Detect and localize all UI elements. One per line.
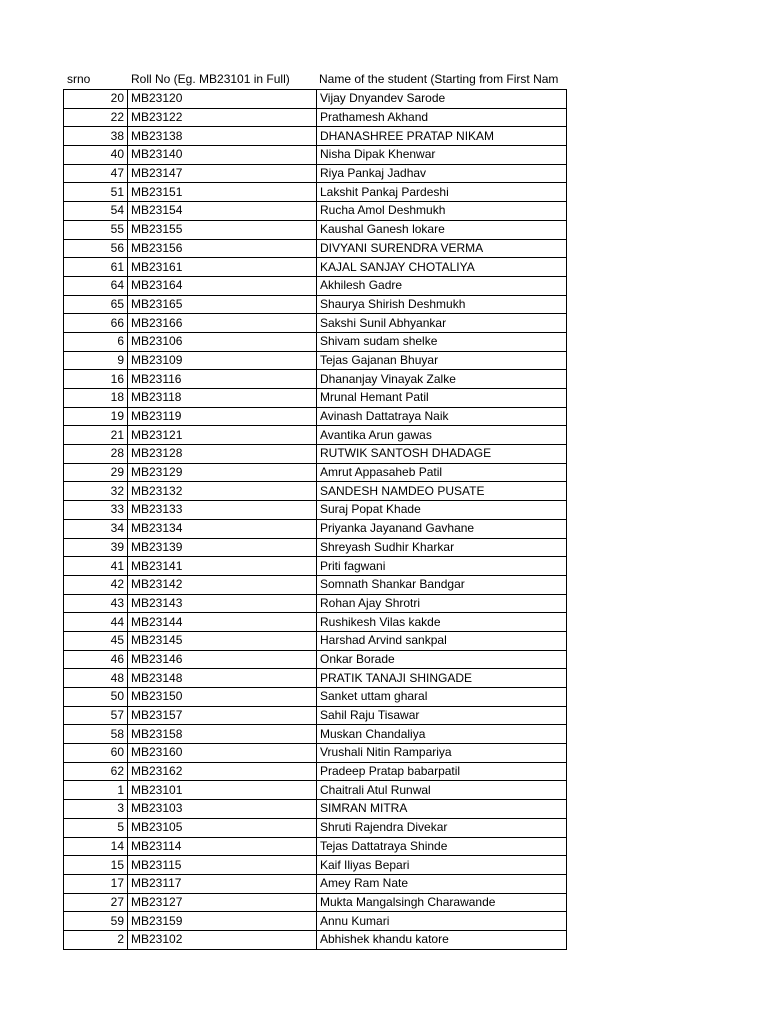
table-row <box>64 314 567 333</box>
student-name-cell[interactable]: Annu Kumari <box>317 912 567 931</box>
header-roll-no: Roll No (Eg. MB23101 in Full) <box>131 72 290 86</box>
srno-cell[interactable]: 14 <box>64 837 128 856</box>
srno-cell[interactable]: 61 <box>64 258 128 277</box>
roll-no-cell[interactable]: MB23161 <box>128 258 317 277</box>
roll-no-cell[interactable]: MB23114 <box>128 837 317 856</box>
roll-no-cell[interactable]: MB23140 <box>128 146 317 165</box>
srno-cell[interactable]: 51 <box>64 183 128 202</box>
header-student-name: Name of the student (Starting from First Nam <box>319 72 559 86</box>
table-row <box>64 164 567 183</box>
table-row <box>64 501 567 520</box>
srno-cell[interactable]: 42 <box>64 575 128 594</box>
roll-no-cell[interactable]: MB23127 <box>128 893 317 912</box>
student-name-cell[interactable]: RUTWIK SANTOSH DHADAGE <box>317 445 567 464</box>
roll-no-cell[interactable]: MB23160 <box>128 744 317 763</box>
roll-no-cell[interactable]: MB23164 <box>128 276 317 295</box>
roll-no-cell[interactable]: MB23109 <box>128 351 317 370</box>
table-row <box>64 127 567 146</box>
srno-cell[interactable]: 41 <box>64 557 128 576</box>
student-name-cell[interactable]: Shruti Rajendra Divekar <box>317 818 567 837</box>
srno-cell[interactable]: 22 <box>64 108 128 127</box>
roll-no-cell[interactable]: MB23103 <box>128 800 317 819</box>
student-name-cell[interactable]: Prathamesh Akhand <box>317 108 567 127</box>
srno-cell[interactable]: 6 <box>64 332 128 351</box>
roll-no-cell[interactable]: MB23117 <box>128 874 317 893</box>
srno-cell[interactable]: 45 <box>64 631 128 650</box>
student-name-cell[interactable]: Abhishek khandu katore <box>317 930 567 949</box>
student-table <box>63 89 567 950</box>
srno-cell[interactable]: 44 <box>64 613 128 632</box>
student-name-cell[interactable]: Mrunal Hemant Patil <box>317 389 567 408</box>
student-name-cell[interactable]: Sahil Raju Tisawar <box>317 706 567 725</box>
srno-cell[interactable]: 15 <box>64 856 128 875</box>
roll-no-cell[interactable]: MB23148 <box>128 669 317 688</box>
table-row <box>64 575 567 594</box>
student-name-cell[interactable]: Kaushal Ganesh lokare <box>317 220 567 239</box>
roll-no-cell[interactable]: MB23165 <box>128 295 317 314</box>
table-row <box>64 108 567 127</box>
roll-no-cell[interactable]: MB23146 <box>128 650 317 669</box>
student-name-cell[interactable]: Lakshit Pankaj Pardeshi <box>317 183 567 202</box>
roll-no-cell[interactable]: MB23145 <box>128 631 317 650</box>
table-row <box>64 202 567 221</box>
table-row <box>64 426 567 445</box>
roll-no-cell[interactable]: MB23116 <box>128 370 317 389</box>
srno-cell[interactable]: 48 <box>64 669 128 688</box>
student-name-cell[interactable]: Sanket uttam gharal <box>317 688 567 707</box>
student-name-cell[interactable]: Tejas Dattatraya Shinde <box>317 837 567 856</box>
table-row <box>64 762 567 781</box>
student-name-cell[interactable]: Rushikesh Vilas kakde <box>317 613 567 632</box>
srno-cell[interactable]: 55 <box>64 220 128 239</box>
header-srno: srno <box>67 72 91 86</box>
table-row <box>64 912 567 931</box>
srno-cell[interactable]: 2 <box>64 930 128 949</box>
srno-cell[interactable]: 65 <box>64 295 128 314</box>
roll-no-cell[interactable]: MB23158 <box>128 725 317 744</box>
roll-no-cell[interactable]: MB23144 <box>128 613 317 632</box>
srno-cell[interactable]: 17 <box>64 874 128 893</box>
roll-no-cell[interactable]: MB23138 <box>128 127 317 146</box>
table-row <box>64 613 567 632</box>
student-name-cell[interactable]: Amrut Appasaheb Patil <box>317 463 567 482</box>
student-name-cell[interactable]: DHANASHREE PRATAP NIKAM <box>317 127 567 146</box>
table-row <box>64 744 567 763</box>
table-row <box>64 874 567 893</box>
roll-no-cell[interactable]: MB23115 <box>128 856 317 875</box>
table-row <box>64 594 567 613</box>
table-row <box>64 706 567 725</box>
srno-cell[interactable]: 64 <box>64 276 128 295</box>
table-row <box>64 183 567 202</box>
srno-cell[interactable]: 9 <box>64 351 128 370</box>
roll-no-cell[interactable]: MB23154 <box>128 202 317 221</box>
table-row <box>64 258 567 277</box>
srno-cell[interactable]: 5 <box>64 818 128 837</box>
table-row <box>64 407 567 426</box>
roll-no-cell[interactable]: MB23129 <box>128 463 317 482</box>
student-name-cell[interactable]: DIVYANI SURENDRA VERMA <box>317 239 567 258</box>
student-name-cell[interactable]: Avantika Arun gawas <box>317 426 567 445</box>
table-row <box>64 370 567 389</box>
srno-cell[interactable]: 46 <box>64 650 128 669</box>
student-name-cell[interactable]: Dhananjay Vinayak Zalke <box>317 370 567 389</box>
roll-no-cell[interactable]: MB23150 <box>128 688 317 707</box>
srno-cell[interactable]: 43 <box>64 594 128 613</box>
roll-no-cell[interactable]: MB23157 <box>128 706 317 725</box>
srno-cell[interactable]: 18 <box>64 389 128 408</box>
table-row <box>64 818 567 837</box>
student-name-cell[interactable]: KAJAL SANJAY CHOTALIYA <box>317 258 567 277</box>
student-name-cell[interactable]: Priti fagwani <box>317 557 567 576</box>
roll-no-cell[interactable]: MB23156 <box>128 239 317 258</box>
table-row <box>64 781 567 800</box>
srno-cell[interactable]: 66 <box>64 314 128 333</box>
table-row <box>64 631 567 650</box>
student-name-cell[interactable]: Rucha Amol Deshmukh <box>317 202 567 221</box>
srno-cell[interactable]: 33 <box>64 501 128 520</box>
srno-cell[interactable]: 57 <box>64 706 128 725</box>
roll-no-cell[interactable]: MB23119 <box>128 407 317 426</box>
srno-cell[interactable]: 39 <box>64 538 128 557</box>
student-name-cell[interactable]: Avinash Dattatraya Naik <box>317 407 567 426</box>
table-row <box>64 856 567 875</box>
srno-cell[interactable]: 20 <box>64 90 128 109</box>
table-row <box>64 239 567 258</box>
table-row <box>64 688 567 707</box>
srno-cell[interactable]: 1 <box>64 781 128 800</box>
student-name-cell[interactable]: Nisha Dipak Khenwar <box>317 146 567 165</box>
roll-no-cell[interactable]: MB23132 <box>128 482 317 501</box>
roll-no-cell[interactable]: MB23102 <box>128 930 317 949</box>
table-row <box>64 295 567 314</box>
srno-cell[interactable]: 16 <box>64 370 128 389</box>
table-row <box>64 837 567 856</box>
srno-cell[interactable]: 40 <box>64 146 128 165</box>
student-name-cell[interactable]: Tejas Gajanan Bhuyar <box>317 351 567 370</box>
student-name-cell[interactable]: Sakshi Sunil Abhyankar <box>317 314 567 333</box>
srno-cell[interactable]: 58 <box>64 725 128 744</box>
student-name-cell[interactable]: Pradeep Pratap babarpatil <box>317 762 567 781</box>
roll-no-cell[interactable]: MB23155 <box>128 220 317 239</box>
student-name-cell[interactable]: Vrushali Nitin Rampariya <box>317 744 567 763</box>
student-name-cell[interactable]: Riya Pankaj Jadhav <box>317 164 567 183</box>
student-name-cell[interactable]: Onkar Borade <box>317 650 567 669</box>
student-name-cell[interactable]: Somnath Shankar Bandgar <box>317 575 567 594</box>
roll-no-cell[interactable]: MB23121 <box>128 426 317 445</box>
srno-cell[interactable]: 27 <box>64 893 128 912</box>
student-name-cell[interactable]: Rohan Ajay Shrotri <box>317 594 567 613</box>
student-name-cell[interactable]: Priyanka Jayanand Gavhane <box>317 519 567 538</box>
roll-no-cell[interactable]: MB23141 <box>128 557 317 576</box>
srno-cell[interactable]: 38 <box>64 127 128 146</box>
roll-no-cell[interactable]: MB23166 <box>128 314 317 333</box>
roll-no-cell[interactable]: MB23118 <box>128 389 317 408</box>
roll-no-cell[interactable]: MB23122 <box>128 108 317 127</box>
roll-no-cell[interactable]: MB23162 <box>128 762 317 781</box>
roll-no-cell[interactable]: MB23106 <box>128 332 317 351</box>
table-row <box>64 650 567 669</box>
table-row <box>64 220 567 239</box>
srno-cell[interactable]: 62 <box>64 762 128 781</box>
srno-cell[interactable]: 60 <box>64 744 128 763</box>
srno-cell[interactable]: 29 <box>64 463 128 482</box>
roll-no-cell[interactable]: MB23128 <box>128 445 317 464</box>
student-name-cell[interactable]: Chaitrali Atul Runwal <box>317 781 567 800</box>
student-name-cell[interactable]: Muskan Chandaliya <box>317 725 567 744</box>
table-row <box>64 800 567 819</box>
table-row <box>64 389 567 408</box>
srno-cell[interactable]: 56 <box>64 239 128 258</box>
roll-no-cell[interactable]: MB23133 <box>128 501 317 520</box>
roll-no-cell[interactable]: MB23139 <box>128 538 317 557</box>
roll-no-cell[interactable]: MB23101 <box>128 781 317 800</box>
srno-cell[interactable]: 19 <box>64 407 128 426</box>
student-name-cell[interactable]: Suraj Popat Khade <box>317 501 567 520</box>
table-row <box>64 893 567 912</box>
srno-cell[interactable]: 34 <box>64 519 128 538</box>
roll-no-cell[interactable]: MB23105 <box>128 818 317 837</box>
table-row <box>64 445 567 464</box>
student-name-cell[interactable]: SANDESH NAMDEO PUSATE <box>317 482 567 501</box>
srno-cell[interactable]: 28 <box>64 445 128 464</box>
srno-cell[interactable]: 21 <box>64 426 128 445</box>
student-name-cell[interactable]: Akhilesh Gadre <box>317 276 567 295</box>
student-name-cell[interactable]: Kaif Iliyas Bepari <box>317 856 567 875</box>
student-name-cell[interactable]: Mukta Mangalsingh Charawande <box>317 893 567 912</box>
srno-cell[interactable]: 47 <box>64 164 128 183</box>
student-name-cell[interactable]: SIMRAN MITRA <box>317 800 567 819</box>
table-row <box>64 463 567 482</box>
student-name-cell[interactable]: Shreyash Sudhir Kharkar <box>317 538 567 557</box>
srno-cell[interactable]: 59 <box>64 912 128 931</box>
table-row <box>64 90 567 109</box>
student-name-cell[interactable]: Harshad Arvind sankpal <box>317 631 567 650</box>
roll-no-cell[interactable]: MB23120 <box>128 90 317 109</box>
student-name-cell[interactable]: Shivam sudam shelke <box>317 332 567 351</box>
table-row <box>64 669 567 688</box>
table-row <box>64 351 567 370</box>
table-row <box>64 725 567 744</box>
roll-no-cell[interactable]: MB23142 <box>128 575 317 594</box>
student-name-cell[interactable]: Amey Ram Nate <box>317 874 567 893</box>
table-row <box>64 930 567 949</box>
table-row <box>64 332 567 351</box>
table-row <box>64 146 567 165</box>
roll-no-cell[interactable]: MB23159 <box>128 912 317 931</box>
roll-no-cell[interactable]: MB23143 <box>128 594 317 613</box>
srno-cell[interactable]: 50 <box>64 688 128 707</box>
srno-cell[interactable]: 3 <box>64 800 128 819</box>
student-name-cell[interactable]: PRATIK TANAJI SHINGADE <box>317 669 567 688</box>
srno-cell[interactable]: 32 <box>64 482 128 501</box>
roll-no-cell[interactable]: MB23134 <box>128 519 317 538</box>
table-row <box>64 538 567 557</box>
student-name-cell[interactable]: Vijay Dnyandev Sarode <box>317 90 567 109</box>
student-name-cell[interactable]: Shaurya Shirish Deshmukh <box>317 295 567 314</box>
table-row <box>64 557 567 576</box>
table-row <box>64 276 567 295</box>
table-row <box>64 482 567 501</box>
srno-cell[interactable]: 54 <box>64 202 128 221</box>
roll-no-cell[interactable]: MB23147 <box>128 164 317 183</box>
table-row <box>64 519 567 538</box>
roll-no-cell[interactable]: MB23151 <box>128 183 317 202</box>
